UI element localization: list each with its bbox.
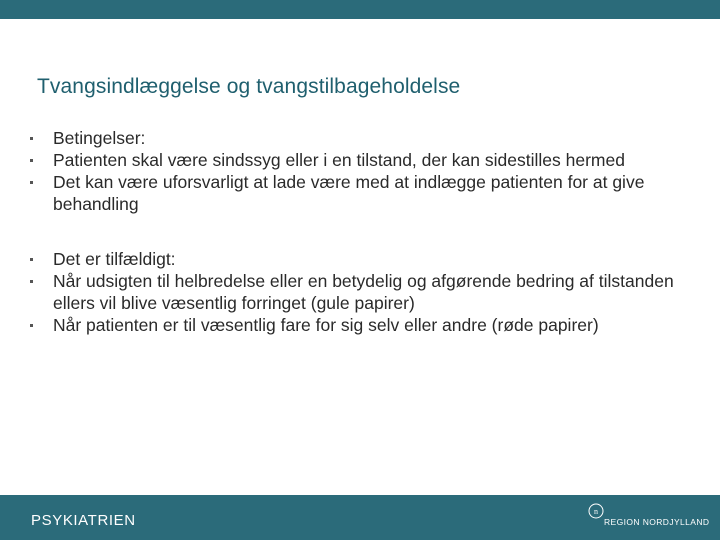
slide-title: Tvangsindlæggelse og tvangstilbageholdelse — [37, 75, 461, 98]
bullet-item — [30, 248, 710, 270]
bullet-item — [30, 270, 710, 314]
bullet-list — [30, 127, 710, 336]
bullet-icon — [30, 280, 33, 283]
top-bar — [0, 0, 720, 19]
bullet-item — [30, 314, 710, 336]
bullet-icon — [30, 324, 33, 327]
psykiatrien-logo-text: PSYKIATRIEN — [31, 512, 136, 529]
bullet-text: Det kan være uforsvarligt at lade være med at indlægge patienten for at give behandling — [53, 172, 645, 214]
bullet-text: Når patienten er til væsentlig fare for sig selv eller andre (røde papirer) — [53, 315, 599, 335]
bullet-icon — [30, 159, 33, 162]
region-logo-mark: n — [594, 507, 598, 516]
bullet-item — [30, 149, 710, 171]
footer-bar — [0, 495, 720, 540]
bullet-icon — [30, 258, 33, 261]
region-nordjylland-text: REGION NORDJYLLAND — [604, 517, 710, 527]
bullet-text: Patienten skal være sindssyg eller i en tilstand, der kan sidestilles hermed — [53, 150, 625, 170]
bullet-icon — [30, 137, 33, 140]
bullet-icon — [30, 181, 33, 184]
bullet-item — [30, 127, 710, 149]
bullet-text: Betingelser: — [53, 128, 146, 148]
bullet-text: Når udsigten til helbredelse eller en betydelig og afgørende bedring af tilstanden ellers vil blive væsentlig forringet (gule papirer) — [53, 271, 674, 313]
bullet-item — [30, 171, 710, 215]
bullet-text: Det er tilfældigt: — [53, 249, 176, 269]
region-logo-icon — [588, 503, 604, 519]
